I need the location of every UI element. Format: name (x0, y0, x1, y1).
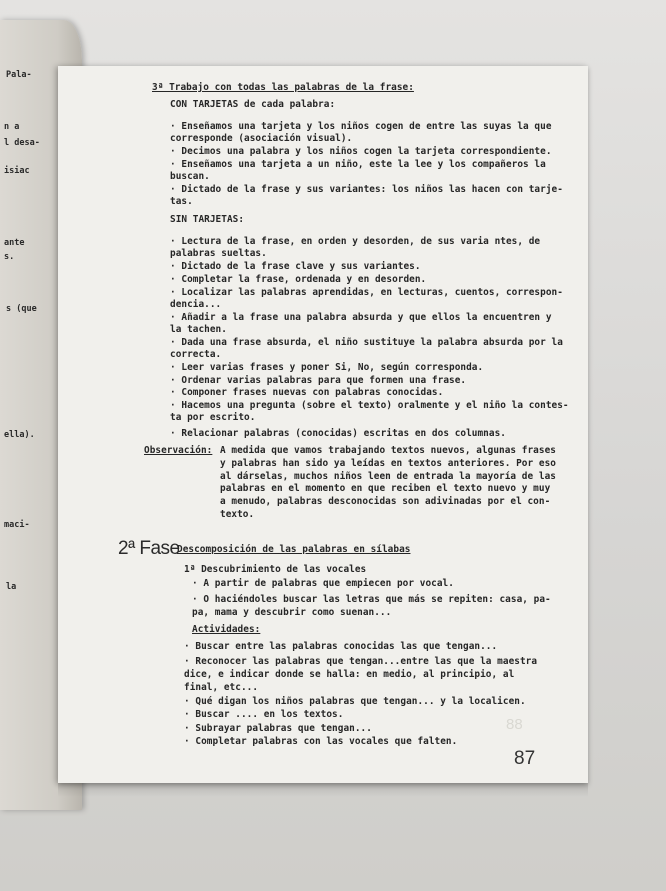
list-item: tas. (170, 196, 193, 207)
list-item: · Reconocer las palabras que tengan...entre las que la maestra (184, 656, 538, 667)
list-item: · Relacionar palabras (conocidas) escritas en dos columnas. (170, 428, 506, 439)
left-page-fragment: la (6, 582, 17, 592)
list-item: · Enseñamos una tarjeta a un niño, este la lee y los compañeros la (170, 159, 546, 170)
left-page-fragment: ella). (4, 430, 35, 440)
observacion-label: Observación: (144, 445, 213, 456)
list-item: · Subrayar palabras que tengan... (184, 723, 372, 734)
list-item: · A partir de palabras que empiecen por vocal. (192, 578, 454, 589)
left-page-fragment: s (que (6, 304, 37, 314)
observacion-line: y palabras han sido ya leídas en textos anteriores. Por eso (220, 458, 556, 469)
observacion-line: palabras en el momento en que reciben el texto nuevo y muy (220, 483, 551, 494)
list-item: dice, e indicar donde se halla: en medio, al principio, al (184, 669, 515, 680)
list-item: · Buscar .... en los textos. (184, 709, 344, 720)
page-number: 87 (514, 748, 536, 769)
list-item: · Completar la frase, ordenada y en desorden. (170, 274, 427, 285)
list-item: · Hacemos una pregunta (sobre el texto) oralmente y el niño la contes- (170, 400, 569, 411)
list-item: corresponde (asociación visual). (170, 133, 353, 144)
section-title: 3ª Trabajo con todas las palabras de la frase: (152, 82, 414, 93)
list-item: · Dictado de la frase clave y sus variantes. (170, 261, 421, 272)
con-tarjetas-heading: CON TARJETAS de cada palabra: (170, 99, 336, 110)
list-item: pa, mama y descubrir como suenan... (192, 607, 392, 618)
left-page-fragment: isiac (4, 166, 30, 176)
left-page-fragment: l desa- (4, 138, 40, 148)
observacion-line: texto. (220, 509, 255, 520)
list-item: final, etc... (184, 682, 259, 693)
sin-tarjetas-heading: SIN TARJETAS: (170, 214, 245, 225)
list-item: · Dada una frase absurda, el niño sustituye la palabra absurda por la (170, 337, 563, 348)
observacion-line: a menudo, palabras desconocidas son adivinadas por el con- (220, 496, 551, 507)
left-page-fragment: ante (4, 238, 25, 248)
fase-label: 2ª Fase (118, 538, 180, 559)
list-item: · Qué digan los niños palabras que tengan... y la localicen. (184, 696, 526, 707)
list-item: correcta. (170, 349, 222, 360)
left-page-fragment: Pala- (6, 70, 32, 80)
list-item: · Ordenar varias palabras para que formen una frase. (170, 375, 467, 386)
actividades-heading: Actividades: (192, 624, 261, 635)
show-through-page-number: 88 (506, 716, 523, 733)
list-item: · Buscar entre las palabras conocidas las que tengan... (184, 641, 498, 652)
list-item: · Decimos una palabra y los niños cogen la tarjeta correspondiente. (170, 146, 552, 157)
descubrimiento-title: 1ª Descubrimiento de las vocales (184, 564, 367, 575)
list-item: dencia... (170, 299, 222, 310)
list-item: buscan. (170, 171, 210, 182)
observacion-line: al dárselas, muchos niños leen de entrada la mayoría de las (220, 471, 556, 482)
document-page (58, 66, 588, 783)
list-item: · Localizar las palabras aprendidas, en lecturas, cuentos, correspon- (170, 287, 563, 298)
list-item: · Enseñamos una tarjeta y los niños cogen de entre las suyas la que (170, 121, 552, 132)
left-page-fragment: s. (4, 252, 15, 262)
list-item: · Lectura de la frase, en orden y desorden, de sus varia ntes, de (170, 236, 541, 247)
list-item: ta por escrito. (170, 412, 256, 423)
left-page-fragment: n a (4, 122, 20, 132)
fase-title: Descomposición de las palabras en sílabas (177, 544, 411, 555)
list-item: · Añadir a la frase una palabra absurda y que ellos la encuentren y (170, 312, 552, 323)
observacion-line: A medida que vamos trabajando textos nuevos, algunas frases (220, 445, 556, 456)
left-page-fragment: maci- (4, 520, 30, 530)
list-item: · Dictado de la frase y sus variantes: los niños las hacen con tarje- (170, 184, 563, 195)
list-item: la tachen. (170, 324, 227, 335)
list-item: palabras sueltas. (170, 248, 267, 259)
list-item: · Componer frases nuevas con palabras conocidas. (170, 387, 444, 398)
list-item: · Completar palabras con las vocales que falten. (184, 736, 458, 747)
list-item: · O haciéndoles buscar las letras que más se repiten: casa, pa- (192, 594, 551, 605)
page-shadow (58, 783, 588, 797)
list-item: · Leer varias frases y poner Si, No, según corresponda. (170, 362, 484, 373)
